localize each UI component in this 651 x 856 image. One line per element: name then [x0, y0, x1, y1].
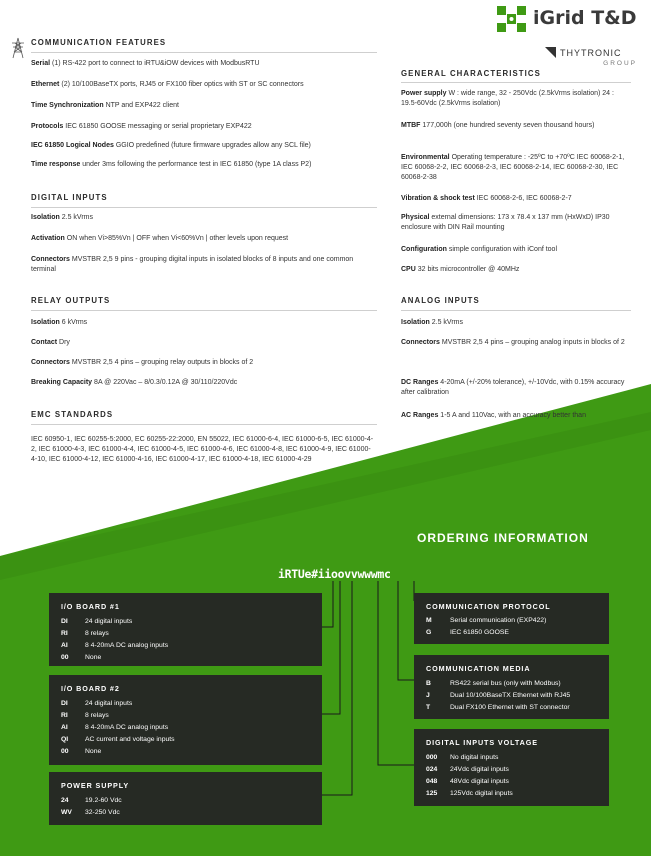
divider	[31, 52, 377, 53]
divider	[31, 310, 377, 311]
io-board-1-box: I/O BOARD #1 DI 24 digital inputs RI 8 relays AI 8 4-20mA DC analog inputs 00 None	[49, 593, 322, 666]
partner-sub: GROUP	[603, 60, 637, 67]
digital-inputs-voltage-box: DIGITAL INPUTS VOLTAGE 000 No digital inputs 024 24Vdc digital inputs 048 48Vdc digital inputs 125 125Vdc digital inputs	[414, 729, 609, 806]
box-title: POWER SUPPLY	[61, 781, 130, 790]
section-title: DIGITAL INPUTS	[31, 193, 108, 202]
partner-name: THYTRONIC	[560, 47, 622, 58]
box-title: COMMUNICATION PROTOCOL	[426, 602, 551, 611]
spec-row: Time Synchronization NTP and EXP422 client	[31, 102, 179, 109]
spec-row: Serial (1) RS-422 port to connect to iRTU&iOW devices with ModbusRTU	[31, 60, 260, 67]
spec-row: Vibration & shock test IEC 60068-2-6, IEC 60068-2-7	[401, 195, 572, 202]
communication-protocol-box: COMMUNICATION PROTOCOL M Serial communication (EXP422) G IEC 61850 GOOSE	[414, 593, 609, 644]
spec-row: Configuration simple configuration with iConf tool	[401, 246, 558, 253]
spec-row: Protocols IEC 61850 GOOSE messaging or serial proprietary EXP422	[31, 123, 252, 130]
box-title: I/O BOARD #2	[61, 684, 120, 693]
box-title: DIGITAL INPUTS VOLTAGE	[426, 738, 538, 747]
spec-row: Time response under 3ms following the performance test in IEC 61850 (type 1A class P2)	[31, 161, 312, 168]
section-title: COMMUNICATION FEATURES	[31, 38, 167, 47]
spec-row: Connectors MVSTBR 2,5 4 pins – grouping analog inputs in blocks of 2	[401, 339, 625, 346]
thytronic-mark-icon	[545, 47, 556, 58]
brand-name: iGrid T&D	[533, 7, 637, 29]
divider	[401, 82, 631, 83]
spec-row: Connectors MVSTBR 2,5 9 pins - grouping digital inputs in isolated blocks of 8 inputs and one common terminal	[31, 256, 354, 273]
divider	[31, 207, 377, 208]
spec-row: Activation ON when Vi>85%Vn | OFF when Vi<60%Vn | other levels upon request	[31, 235, 289, 242]
communication-media-box: COMMUNICATION MEDIA B RS422 serial bus (only with Modbus) J Dual 10/100BaseTX Ethernet with RJ45 T Dual FX100 Ethernet with ST connector	[414, 655, 609, 719]
transmission-tower-icon	[10, 37, 26, 59]
box-title: I/O BOARD #1	[61, 602, 120, 611]
spec-row: Isolation 2.5 kVrms	[31, 214, 93, 221]
box-title: COMMUNICATION MEDIA	[426, 664, 531, 673]
spec-row: Isolation 6 kVrms	[31, 319, 88, 326]
power-supply-box: POWER SUPPLY 24 19.2-60 Vdc WV 32-250 Vdc	[49, 772, 322, 825]
ordering-title: ORDERING INFORMATION	[417, 531, 589, 545]
spec-row: AC Ranges 1-5 A and 110Vac, with an accuracy better than	[401, 412, 586, 419]
emc-standards-text: IEC 60950-1, IEC 60255-5:2000, EC 60255-22:2000, EN 55022, IEC 61000-6-4, IEC 61000-6-5, IEC 61000-4-2, IEC 61000-4-3, IEC 61000-4-4, IEC 61000-4-5, IEC 61000-4-6, IEC 61000-4-8, IEC 61000-4-9, IEC 61000-4-10, IEC 61000-4-12, IEC 61000-4-16, IEC 61000-4-17, IEC 61000-4-18, IEC 61000-4-29	[31, 436, 374, 463]
spec-row: Connectors MVSTBR 2,5 4 pins – grouping relay outputs in blocks of 2	[31, 359, 254, 366]
spec-row: IEC 61850 Logical Nodes GGIO predefined (future firmware upgrades allow any SCL file)	[31, 142, 311, 149]
spec-row: Contact Dry	[31, 339, 70, 346]
igrid-logo-icon	[497, 6, 527, 32]
spec-row: DC Ranges 4-20mA (+/-20% tolerance), +/-10Vdc, with 0.15% accuracy after calibration	[401, 379, 625, 396]
spec-row: MTBF 177,000h (one hundred seventy seven thousand hours)	[401, 122, 595, 129]
igrid-logo	[497, 6, 647, 32]
spec-row: Breaking Capacity 8A @ 220Vac – 8/0.3/0.12A @ 30/110/220Vdc	[31, 379, 238, 386]
section-title: ANALOG INPUTS	[401, 296, 480, 305]
section-title: EMC STANDARDS	[31, 410, 114, 419]
spec-row: Physical external dimensions: 173 x 78.4 x 137 mm (HxWxD) IP30 enclosure with DIN Rail mounting	[401, 214, 610, 231]
spec-row: Environmental Operating temperature : -25ºC to +70ºC IEC 60068-2-1, IEC 60068-2-2, IEC 60068-2-3, IEC 60068-2-14, IEC 60068-2-30, IEC 60068-2-38	[401, 154, 625, 181]
spec-row: Isolation 2.5 kVrms	[401, 319, 463, 326]
divider	[401, 310, 631, 311]
section-title: RELAY OUTPUTS	[31, 296, 111, 305]
io-board-2-box: I/O BOARD #2 DI 24 digital inputs RI 8 relays AI 8 4-20mA DC analog inputs QI AC current and voltage inputs 00 None	[49, 675, 322, 765]
divider	[31, 424, 377, 425]
thytronic-logo	[545, 47, 637, 67]
spec-row: Ethernet (2) 10/100BaseTX ports, RJ45 or FX100 fiber optics with ST or SC connectors	[31, 81, 304, 88]
spec-row: Power supply W : wide range, 32 - 250Vdc (2.5kVrms isolation) 24 : 19.5-60Vdc (2.5kVrms isolation)	[401, 90, 614, 107]
spec-row: CPU 32 bits microcontroller @ 40MHz	[401, 266, 520, 273]
section-title: GENERAL CHARACTERISTICS	[401, 69, 541, 78]
order-code: iRTUe#iioovvwwwmc	[278, 567, 391, 581]
